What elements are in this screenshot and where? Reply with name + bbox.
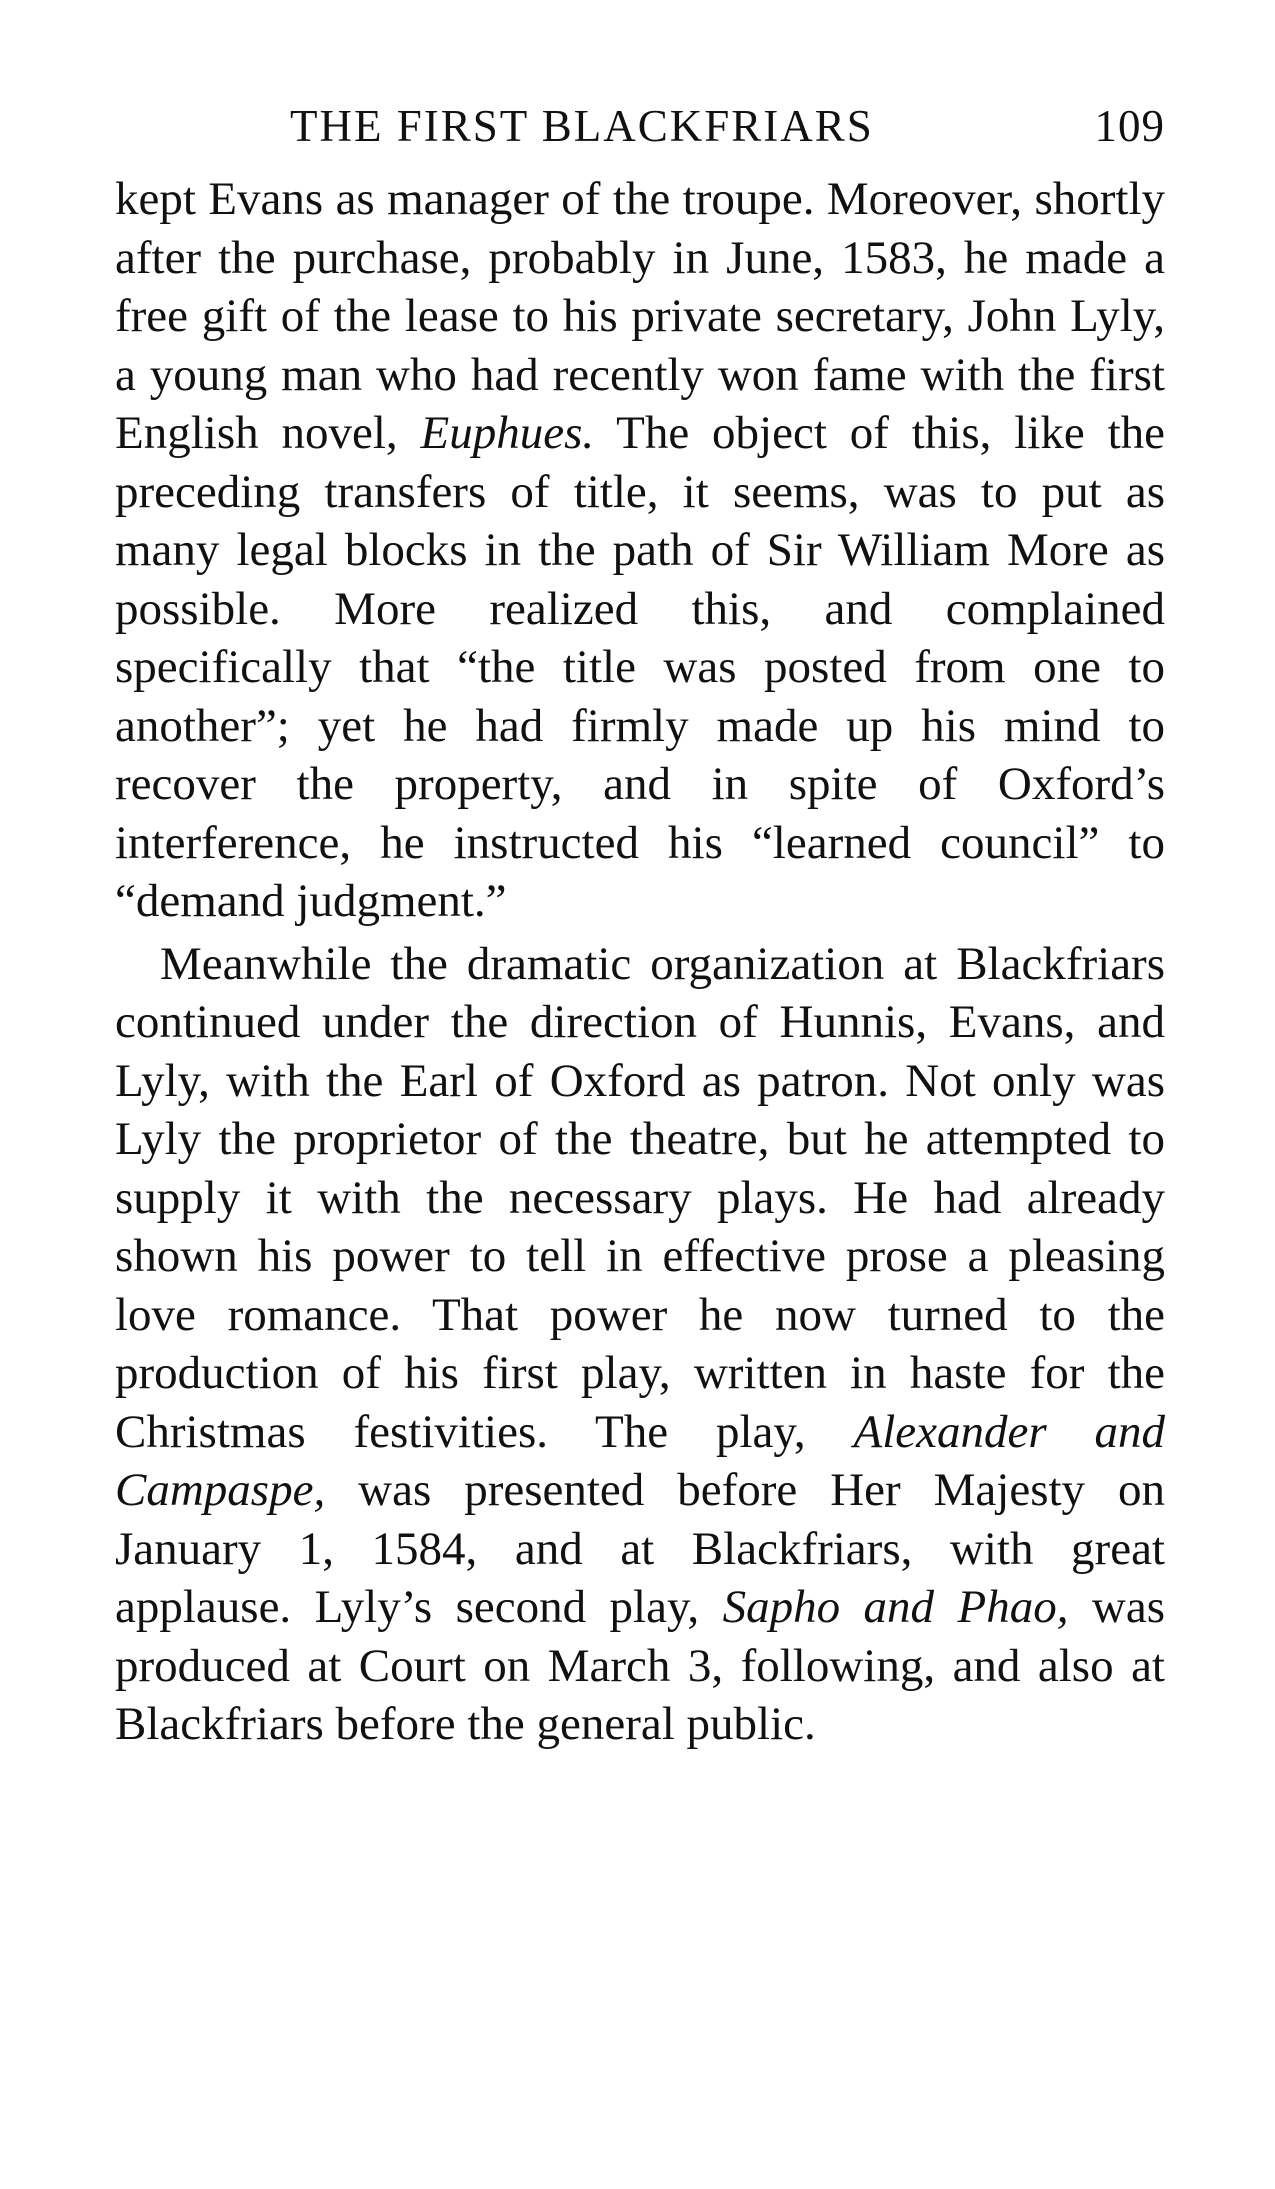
paragraph-1-text-2: The object of this, like the preceding transfers of title, it seems, was to put as many legal blocks in the path of Sir William More as possible. More realized this, and complained specifically that “the title was posted from one to another”; yet he had firmly made up his mind to recover the property, and in spite of Oxford’s interference, he instructed his “learned council” to “demand judgment.” — [115, 407, 1165, 927]
page-number: 109 — [1094, 101, 1165, 151]
paragraph-2-text-3: was produced at Court on March 3, following, and also at Blackfriars before the general public. — [115, 1581, 1165, 1750]
play-title-sapho-and-phao: Sapho and Phao, — [722, 1581, 1069, 1633]
paragraph-2 — [115, 935, 1165, 1754]
book-page — [115, 100, 1165, 1754]
paragraph-1 — [115, 170, 1165, 931]
paragraph-1-text-1: kept Evans as manager of the troupe. Moreover, shortly after the purchase, probably in June, 1583, he made a free gift of the lease to his private secretary, John Lyly, a young man who had recently won fame with the first English novel, — [115, 173, 1165, 459]
running-title: THE FIRST BLACKFRIARS — [290, 101, 874, 151]
play-title-alexander-and-campaspe: Alexander and Campaspe, — [115, 1405, 1166, 1516]
paragraph-2-text-1: Meanwhile the dramatic organization at Blackfriars continued under the direction of Hunnis, Evans, and Lyly, with the Earl of Oxford as patron. Not only was Lyly the proprietor of the theatre, but he attempted to supply it with the necessary plays. He had already shown his power to tell in effective prose a pleasing love romance. That power he now turned to the production of his first play, written in haste for the Christmas festivities. The play, — [115, 937, 1165, 1458]
running-head — [115, 100, 1165, 170]
paragraph-2-text-2: was presented before Her Majesty on January 1, 1584, and at Blackfriars, with great applause. Lyly’s second play, — [115, 1464, 1165, 1633]
book-title-euphues: Euphues. — [420, 407, 595, 459]
